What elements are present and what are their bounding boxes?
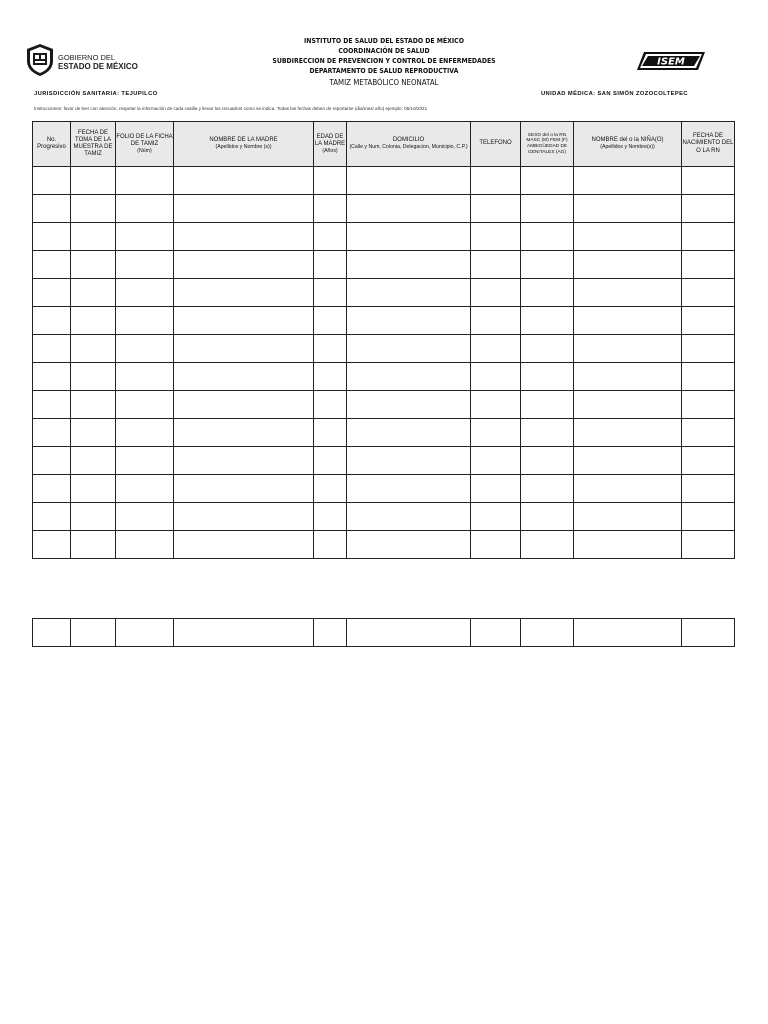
table-cell[interactable] (521, 195, 574, 223)
table-cell[interactable] (521, 335, 574, 363)
table-cell[interactable] (174, 167, 314, 195)
table-cell[interactable] (521, 475, 574, 503)
table-row (33, 195, 735, 223)
table-cell[interactable] (33, 307, 71, 335)
table-cell[interactable] (574, 447, 682, 475)
table-cell[interactable] (521, 279, 574, 307)
table-body (33, 167, 735, 559)
table-cell[interactable] (174, 475, 314, 503)
registry-table (32, 121, 735, 559)
table-cell[interactable] (471, 531, 521, 559)
header-department: DEPARTAMENTO DE SALUD REPRODUCTIVA (309, 66, 459, 75)
table-cell[interactable] (71, 531, 116, 559)
table-cell[interactable] (471, 363, 521, 391)
column-header-label: No. Progresivo (37, 136, 66, 150)
table-cell[interactable] (682, 195, 735, 223)
extra-table-body (33, 619, 735, 647)
table-cell[interactable] (116, 363, 174, 391)
table-cell[interactable] (33, 335, 71, 363)
column-header-label: DOMICILIO (392, 137, 425, 144)
document-title: TAMIZ METABÓLICO NEONATAL (329, 77, 439, 87)
table-cell[interactable] (682, 279, 735, 307)
table-row (33, 167, 735, 195)
table-cell[interactable] (314, 251, 347, 279)
table-cell[interactable] (347, 447, 471, 475)
table-cell[interactable] (347, 363, 471, 391)
table-cell[interactable] (574, 531, 682, 559)
table-cell[interactable] (682, 503, 735, 531)
table-cell[interactable] (174, 307, 314, 335)
table-cell[interactable] (521, 419, 574, 447)
table-cell[interactable] (314, 391, 347, 419)
table-cell[interactable] (682, 419, 735, 447)
isem-logo (636, 51, 706, 71)
table-row (33, 419, 735, 447)
state-seal-icon (24, 43, 56, 77)
table-cell[interactable] (116, 195, 174, 223)
column-header-label: NOMBRE del o la NIÑA(O) (591, 137, 664, 144)
table-cell[interactable] (33, 363, 71, 391)
table-cell[interactable] (521, 251, 574, 279)
column-header-7 (521, 122, 574, 167)
column-header-label: FECHA DE TOMA DE LA MUESTRA DE TAMIZ (73, 129, 113, 158)
table-cell[interactable] (471, 503, 521, 531)
table-cell[interactable] (347, 619, 471, 647)
column-header-label: FOLIO DE LA FICHA DE TAMIZ (116, 133, 173, 147)
table-cell[interactable] (71, 363, 116, 391)
table-cell[interactable] (574, 279, 682, 307)
document-header (200, 36, 568, 88)
column-header-sublabel: (Apellidos y Nombre(s)) (600, 144, 655, 151)
table-cell[interactable] (314, 531, 347, 559)
table-cell[interactable] (174, 279, 314, 307)
table-cell[interactable] (33, 619, 71, 647)
table-cell[interactable] (71, 391, 116, 419)
table-cell[interactable] (116, 475, 174, 503)
column-header-0 (33, 122, 71, 167)
table-cell[interactable] (174, 619, 314, 647)
column-header-label: FECHA DE NACIMIENTO DEL O LA RN (682, 133, 734, 154)
table-cell[interactable] (471, 619, 521, 647)
table-cell[interactable] (521, 363, 574, 391)
table-cell[interactable] (521, 307, 574, 335)
table-cell[interactable] (471, 279, 521, 307)
table-cell[interactable] (471, 167, 521, 195)
gobierno-logo (24, 43, 154, 79)
column-header-sublabel: (Apellidos y Nombre (s)) (215, 144, 272, 151)
table-cell[interactable] (347, 531, 471, 559)
table-cell[interactable] (347, 223, 471, 251)
table-cell[interactable] (314, 223, 347, 251)
table-cell[interactable] (33, 251, 71, 279)
table-cell[interactable] (682, 251, 735, 279)
table-cell[interactable] (347, 251, 471, 279)
column-header-3 (174, 122, 314, 167)
table-cell[interactable] (574, 251, 682, 279)
table-cell[interactable] (174, 419, 314, 447)
table-cell[interactable] (71, 619, 116, 647)
table-row (33, 279, 735, 307)
table-cell[interactable] (471, 391, 521, 419)
table-cell[interactable] (471, 195, 521, 223)
table-cell[interactable] (682, 447, 735, 475)
table-cell[interactable] (347, 391, 471, 419)
table-row (33, 251, 735, 279)
column-header-9 (682, 122, 735, 167)
column-header-8 (574, 122, 682, 167)
table-cell[interactable] (347, 419, 471, 447)
table-cell[interactable] (314, 619, 347, 647)
table-cell[interactable] (33, 447, 71, 475)
table-cell[interactable] (33, 503, 71, 531)
table-cell[interactable] (574, 503, 682, 531)
table-cell[interactable] (471, 475, 521, 503)
table-cell[interactable] (116, 251, 174, 279)
table-cell[interactable] (174, 503, 314, 531)
table-cell[interactable] (116, 391, 174, 419)
table-row (33, 335, 735, 363)
column-header-6 (471, 122, 521, 167)
table-row (33, 363, 735, 391)
table-cell[interactable] (682, 531, 735, 559)
column-header-label: SEXO del o la RN MASC (M) FEM (F) AMBIGÜEDAD DE GENITALES (AG) (526, 132, 568, 155)
table-cell[interactable] (71, 475, 116, 503)
table-cell[interactable] (116, 619, 174, 647)
table-cell[interactable] (682, 619, 735, 647)
table-cell[interactable] (33, 223, 71, 251)
table-cell[interactable] (71, 251, 116, 279)
table-cell[interactable] (574, 391, 682, 419)
table-cell[interactable] (314, 195, 347, 223)
medical-unit-label: UNIDAD MÉDICA: SAN SIMÓN ZOZOCOLTEPEC (540, 91, 688, 97)
table-cell[interactable] (682, 391, 735, 419)
gobierno-line2: ESTADO DE MÉXICO (58, 62, 138, 71)
table-cell[interactable] (521, 619, 574, 647)
table-cell[interactable] (574, 307, 682, 335)
table-cell[interactable] (574, 335, 682, 363)
table-row (33, 531, 735, 559)
table-cell[interactable] (682, 167, 735, 195)
table-cell[interactable] (471, 419, 521, 447)
table-cell[interactable] (574, 223, 682, 251)
table-cell[interactable] (574, 167, 682, 195)
table-cell[interactable] (521, 531, 574, 559)
column-header-sublabel: (Años) (322, 147, 338, 154)
column-header-2 (116, 122, 174, 167)
table-cell[interactable] (174, 251, 314, 279)
table-cell[interactable] (574, 363, 682, 391)
table-cell[interactable] (174, 195, 314, 223)
table-cell[interactable] (174, 363, 314, 391)
isem-logo-text: ISEM (657, 56, 685, 68)
table-cell[interactable] (174, 391, 314, 419)
table-cell[interactable] (71, 307, 116, 335)
table-cell[interactable] (71, 223, 116, 251)
table-cell[interactable] (71, 167, 116, 195)
table-cell[interactable] (33, 391, 71, 419)
column-header-label: TELEFONO (479, 140, 512, 147)
table-cell[interactable] (116, 307, 174, 335)
table-cell[interactable] (71, 419, 116, 447)
table-cell[interactable] (116, 419, 174, 447)
column-header-4 (314, 122, 347, 167)
column-header-5 (347, 122, 471, 167)
table-cell[interactable] (33, 419, 71, 447)
table-cell[interactable] (314, 279, 347, 307)
table-cell[interactable] (314, 503, 347, 531)
column-header-sublabel: (Calle y Num, Colonia, Delegacion, Municipio, C.P.) (349, 144, 468, 151)
table-row (33, 447, 735, 475)
table-cell[interactable] (574, 619, 682, 647)
header-row (33, 122, 735, 167)
header-coordination: COORDINACIÓN DE SALUD (338, 46, 430, 55)
column-header-sublabel: (Núm) (137, 147, 152, 154)
table-cell[interactable] (116, 279, 174, 307)
table-cell[interactable] (314, 475, 347, 503)
table-cell[interactable] (314, 307, 347, 335)
table-cell[interactable] (682, 307, 735, 335)
table-cell[interactable] (116, 223, 174, 251)
table-cell[interactable] (116, 335, 174, 363)
table-cell[interactable] (314, 419, 347, 447)
table-cell[interactable] (347, 195, 471, 223)
table-cell[interactable] (521, 447, 574, 475)
table-cell[interactable] (347, 307, 471, 335)
table-cell[interactable] (471, 223, 521, 251)
table-cell[interactable] (521, 503, 574, 531)
table-cell[interactable] (174, 223, 314, 251)
instructions-text: Instrucciones: favor de leer con atención, respetar la información de cada casilla y llenar los recuadros como se indica. Todas las fechas deben de reportarse (dia/mes/ año) ejemplo: 05/10/2021 (34, 106, 428, 111)
column-header-label: EDAD DE LA MADRE (314, 133, 346, 147)
table-cell[interactable] (682, 335, 735, 363)
table-cell[interactable] (33, 167, 71, 195)
table-cell[interactable] (347, 167, 471, 195)
table-cell[interactable] (347, 279, 471, 307)
table-cell[interactable] (174, 531, 314, 559)
table-cell[interactable] (347, 335, 471, 363)
table-cell[interactable] (33, 279, 71, 307)
table-cell[interactable] (116, 447, 174, 475)
table-cell[interactable] (471, 307, 521, 335)
table-cell[interactable] (71, 195, 116, 223)
table-cell[interactable] (521, 167, 574, 195)
table-cell[interactable] (521, 391, 574, 419)
table-cell[interactable] (116, 503, 174, 531)
table-cell[interactable] (574, 195, 682, 223)
table-cell[interactable] (174, 447, 314, 475)
table-row (33, 307, 735, 335)
table-cell[interactable] (71, 335, 116, 363)
table-cell[interactable] (347, 475, 471, 503)
table-cell[interactable] (574, 419, 682, 447)
table-cell[interactable] (116, 167, 174, 195)
table-cell[interactable] (574, 475, 682, 503)
table-cell[interactable] (174, 335, 314, 363)
table-row (33, 503, 735, 531)
table-cell[interactable] (521, 223, 574, 251)
table-cell[interactable] (71, 279, 116, 307)
table-cell[interactable] (71, 503, 116, 531)
table-cell[interactable] (682, 363, 735, 391)
column-header-1 (71, 122, 116, 167)
table-cell[interactable] (314, 447, 347, 475)
table-row (33, 391, 735, 419)
table-cell[interactable] (347, 503, 471, 531)
table-cell[interactable] (314, 363, 347, 391)
table-cell[interactable] (71, 447, 116, 475)
table-cell[interactable] (116, 531, 174, 559)
table-cell[interactable] (471, 335, 521, 363)
gobierno-line1: GOBIERNO DEL (58, 53, 116, 62)
table-cell[interactable] (33, 195, 71, 223)
table-cell[interactable] (314, 167, 347, 195)
table-row (33, 475, 735, 503)
jurisdiction-label: JURISDICCIÓN SANITARIA: TEJUPILCO (34, 91, 158, 97)
header-subdirection: SUBDIRECCION DE PREVENCION Y CONTROL DE ENFERMEDADES (272, 56, 496, 65)
table-cell[interactable] (682, 475, 735, 503)
column-header-label: NOMBRE DE LA MADRE (209, 137, 278, 144)
table-cell[interactable] (682, 223, 735, 251)
header-institute: INSTITUTO DE SALUD DEL ESTADO DE MÉXICO (304, 36, 464, 45)
table-cell[interactable] (314, 335, 347, 363)
table-header (33, 122, 735, 167)
extra-row-table (32, 618, 735, 647)
table-cell[interactable] (471, 251, 521, 279)
table-cell[interactable] (471, 447, 521, 475)
table-row (33, 223, 735, 251)
table-cell[interactable] (33, 531, 71, 559)
gobierno-text (58, 53, 138, 71)
table-cell[interactable] (33, 475, 71, 503)
table-row (33, 619, 735, 647)
